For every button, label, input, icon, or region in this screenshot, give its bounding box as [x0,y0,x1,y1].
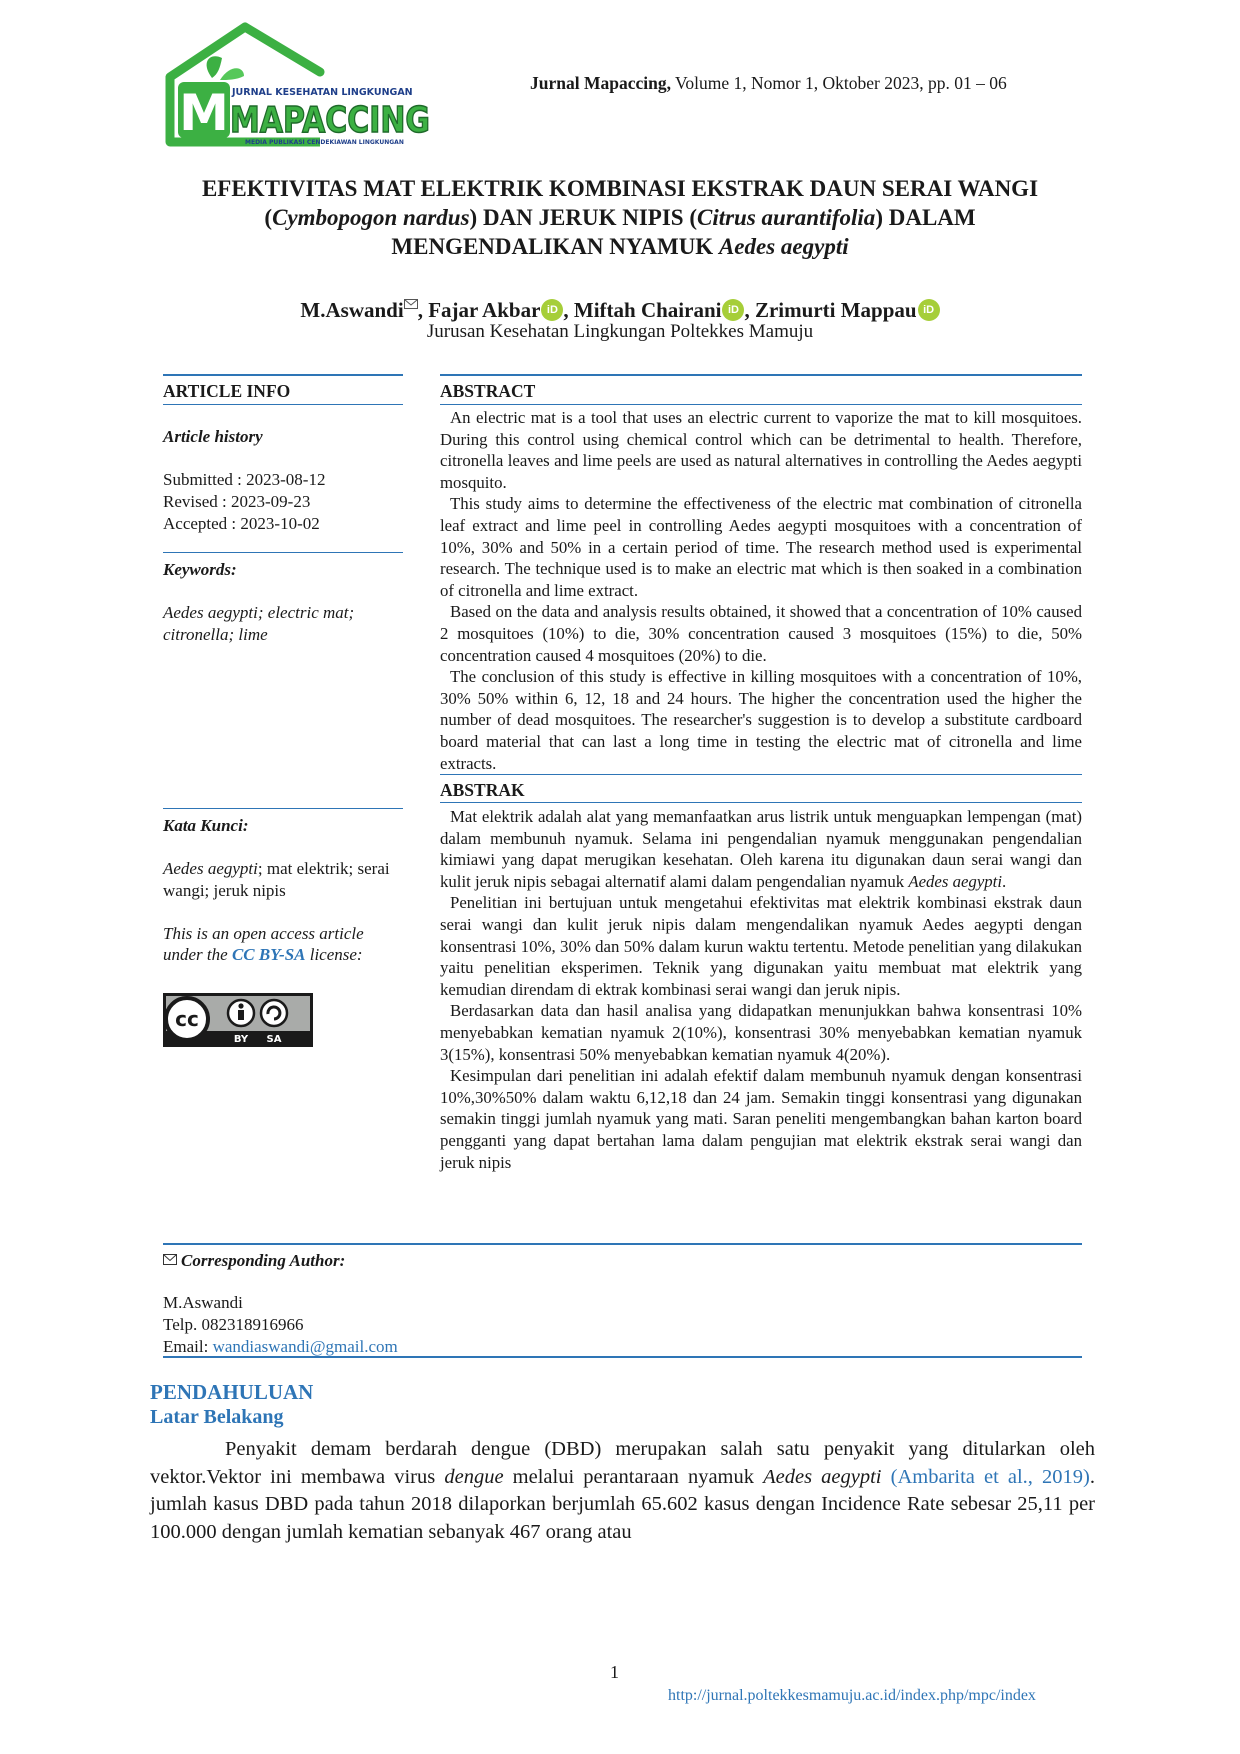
open-access-note [163,923,403,965]
intro-text: Penyakit demam berdarah dengue (DBD) merupakan salah satu penyakit yang ditularkan oleh vektor.Vektor ini membawa virus [150,1438,1095,1488]
email-link[interactable]: wandiaswandi@gmail.com [212,1337,398,1356]
intro-text [882,1466,891,1488]
article-info-heading: ARTICLE INFO [163,381,291,401]
journal-issue: Volume 1, Nomor 1, Oktober 2023, pp. 01 – 06 [670,73,1007,93]
open-access-text: license: [305,945,363,964]
abstrak-paragraph: Berdasarkan data dan hasil analisa yang didapatkan menunjukkan bahwa konsentrasi 10% menyebabkan kematian nyamuk 2(10%), konsentrasi 30% menyebabkan kematian nyamuk 3(15%), konsentrasi 50% menyebabkan kematian nyamuk 4(20%). [440,1001,1082,1064]
corresponding-email [163,1336,563,1358]
title-line-1: EFEKTIVITAS MAT ELEKTRIK KOMBINASI EKSTRAK DAUN SERAI WANGI [201,176,1039,201]
abstrak-heading: ABSTRAK [440,780,525,800]
species-name: Aedes aegypti [908,871,1002,891]
kata-kunci-label: Kata Kunci: [163,816,249,835]
title-line-3 [150,232,1090,261]
species-name: Aedes aegypti [763,1465,882,1488]
divider [440,802,1082,803]
title-text: MENGENDALIKAN NYAMUK [391,234,719,259]
abstract-heading: ABSTRACT [440,381,536,401]
abstrak-paragraph: Penelitian ini bertujuan untuk mengetahui efektivitas mat elektrik kombinasi ekstrak daun serai wangi dan kulit jeruk nipis dalam mengendalikan nyamuk Aedes aegypti dengan konsentrasi 10%, 30% dan 50% dalam kurun waktu tertentu. Metode penelitian yang dilakukan yaitu penelitian eksperimen. Teknik yang digunakan yaitu membuat mat elektrik yang kemudian direndam di ektrak kombinasi serai wangi dan jeruk nipis. [440,893,1082,999]
envelope-icon [404,290,418,315]
author-name: , Zrimurti Mappau [744,298,917,322]
affiliation: Jurusan Kesehatan Lingkungan Poltekkes Mamuju [426,321,814,342]
divider [163,374,403,376]
abstract-paragraph: The conclusion of this study is effective in killing mosquitoes with a concentration of 10%, 30% 50% within 6, 12, 18 and 24 hours. The higher the concentration used the higher the number of dead mosquitoes. The researcher's suggestion is to develop a substitute cardboard board material that can last a long time in testing the electric mat of citronella and lime extracts. [440,667,1082,773]
intro-paragraph [150,1436,1095,1546]
abstract-body [440,407,1082,774]
abstrak-text: . [1002,871,1007,891]
email-label: Email: [163,1337,213,1356]
citation-link[interactable]: (Ambarita et al., 2019) [890,1465,1090,1488]
keyword-text: ; mat elektrik; serai wangi; jeruk nipis [163,859,390,900]
author-name: , Miftah Chairani [563,298,722,322]
abstrak-paragraph: Kesimpulan dari penelitian ini adalah efektif dalam membunuh nyamuk dengan konsentrasi 10%,30%50% dalam waktu 6,12,18 dan 24 jam. Semakin tinggi konsentrasi yang digunakan semakin tinggi jumlah nyamuk yang mati. Saran peneliti mengembangkan bahan karton board pengganti yang dapat bertahan lama dalam pengujian mat elektrik ekstrak serai wangi dan jeruk nipis [440,1066,1082,1172]
journal-logo [160,22,440,147]
kata-kunci [163,858,403,902]
intro-body [150,1436,1095,1546]
revised-date: Revised : 2023-09-23 [163,492,311,511]
envelope-icon [163,1249,177,1271]
abstract-paragraph: This study aims to determine the effectiveness of the electric mat combination of citronella leaf extract and lime peel in controlling Aedes aegypti mosquitoes with a concentration of 10%, 30% and 50% in a certain period of time. The research method used is experimental research. The technique used is to make an electric mat which is then soaked in a combination of citronella and lime extract. [440,494,1082,600]
subsection-heading: Latar Belakang [150,1406,284,1428]
divider [440,374,1082,376]
abstrak-text: Mat elektrik adalah alat yang memanfaatkan arus listrik untuk menguapkan lempengan (mat) dalam membunuh nyamuk. Selama ini pengendalian nyamuk menggunakan pengendalian kimiawi yang dapat merugikan kesehatan. Oleh karena itu digunakan daun serai wangi dan kulit jeruk nipis sebagai alternatif alami dalam pengendalian nyamuk [440,807,1082,891]
abstract-paragraph: Based on the data and analysis results obtained, it showed that a concentration of 10% caused 2 mosquitoes (10%) to die, 30% concentration caused 3 mosquitoes (15%) to die, 50% concentration caused 4 mosquitoes (20%) to die. [440,602,1082,665]
orcid-icon[interactable]: iD [541,299,563,321]
abstract-paragraph: An electric mat is a tool that uses an electric current to vaporize the mat to kill mosquitoes. During this control using chemical control which can be detrimental to health. Therefore, citronella leaves and lime peels are used as natural alternatives in controlling the Aedes aegypti mosquito. [440,408,1082,492]
abstrak-paragraph [440,806,1082,892]
section-heading: PENDAHULUAN [150,1380,314,1404]
article-title [150,174,1090,261]
divider [163,1243,1082,1245]
author-list [150,290,1090,323]
corresponding-author-heading [163,1249,563,1272]
cc-by-sa-link[interactable]: CC BY-SA [231,945,306,964]
intro-text: . jumlah kasus DBD pada tahun 2018 dilaporkan berjumlah 65.602 kasus dengan Incidence Rate sebesar 25,11 per 100.000 dengan jumlah kematian sebanyak 467 orang atau [150,1465,1095,1543]
cc-icon: cc [175,1007,199,1031]
divider [440,404,1082,405]
article-history-label: Article history [163,427,263,446]
logo-main-text: MAPACCING [230,100,430,141]
abstrak-body [440,806,1082,1173]
corresponding-label: Corresponding Author: [181,1251,346,1270]
title-text: ) DALAM [875,205,976,230]
divider [163,552,403,553]
cc-by-label: BY [233,1034,249,1045]
journal-url-link[interactable]: http://jurnal.poltekkesmamuju.ac.id/index.php/mpc/index [668,1687,1036,1704]
cc-license-badge[interactable] [163,993,313,1052]
svg-text:M: M [179,84,229,142]
species-name: Citrus aurantifolia [696,205,876,230]
species-name: Cymbopogon nardus [272,205,470,230]
keyword-species: Aedes aegypti [163,859,258,878]
journal-name: Jurnal Mapaccing, [530,73,671,93]
cc-sa-label: SA [266,1034,282,1045]
page-number: 1 [610,1662,619,1682]
submitted-date: Submitted : 2023-08-12 [163,470,326,489]
author-name: M.Aswandi [300,298,404,322]
title-text: ( [264,205,273,230]
orcid-icon[interactable]: iD [918,299,940,321]
divider [440,774,1082,775]
keywords: Aedes aegypti; electric mat; citronella; lime [163,603,355,644]
author-name: , Fajar Akbar [417,298,541,322]
title-line-2 [150,203,1090,232]
logo-top-text: JURNAL KESEHATAN LINGKUNGAN [232,87,413,98]
intro-text: melalui perantaraan nyamuk [503,1465,764,1488]
open-access-text: This is an open access article under the [163,924,364,964]
species-name: Aedes aegypti [718,234,849,259]
divider [163,404,403,405]
title-text: ) DAN JERUK NIPIS ( [469,205,697,230]
intro-italic: dengue [444,1465,504,1488]
divider [163,808,403,809]
corresponding-name: M.Aswandi [163,1293,243,1312]
keywords-label: Keywords: [163,560,237,579]
journal-reference [530,73,1007,94]
orcid-icon[interactable]: iD [722,299,744,321]
logo-bottom-text: MEDIA PUBLIKASI CENDEKIAWAN LINGKUNGAN [245,139,404,146]
corresponding-phone: Telp. 082318916966 [163,1315,304,1334]
accepted-date: Accepted : 2023-10-02 [163,514,320,533]
